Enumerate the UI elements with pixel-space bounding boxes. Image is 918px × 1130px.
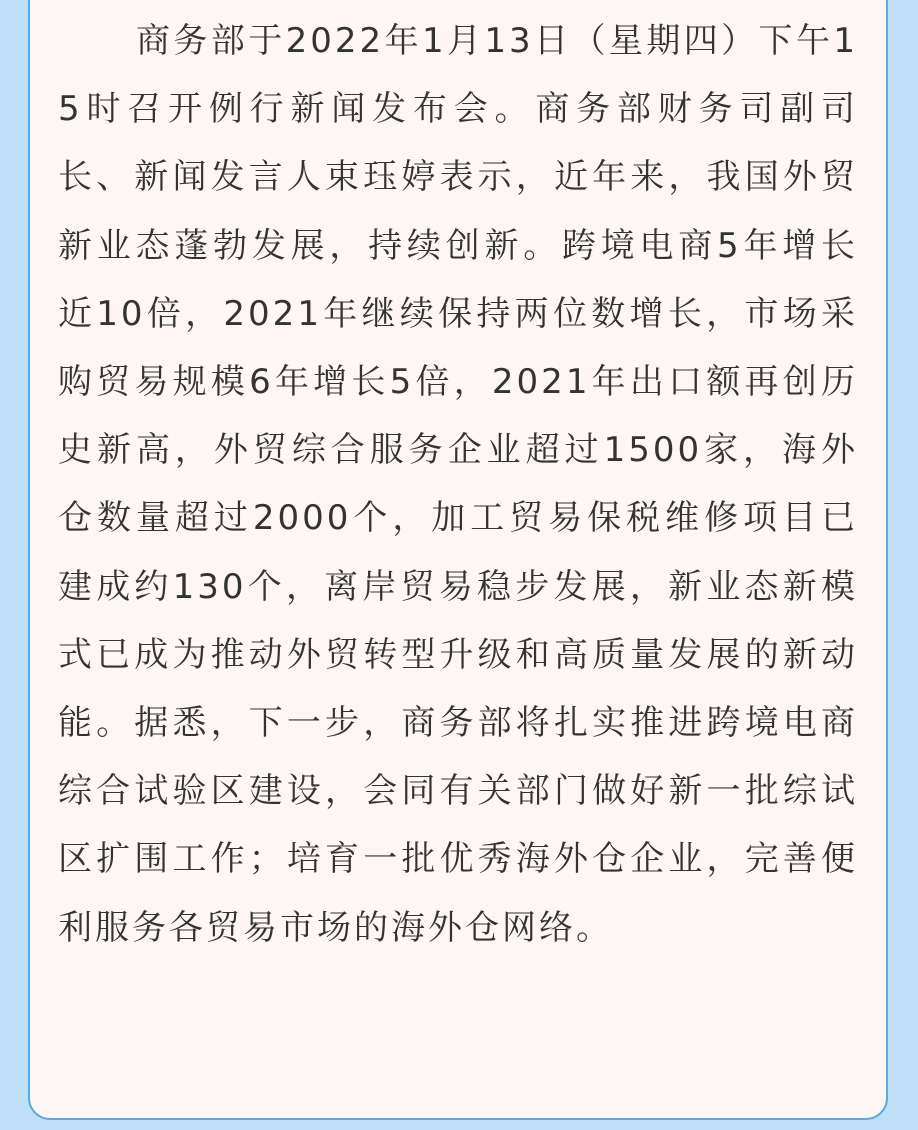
left-border-strip — [0, 0, 30, 1130]
right-border-strip — [888, 0, 918, 1130]
article-paragraph: 商务部于2022年1月13日（星期四）下午15时召开例行新闻发布会。商务部财务司副司长、新闻发言人束珏婷表示，近年来，我国外贸新业态蓬勃发展，持续创新。跨境电商5年增长近10倍，2021年继续保持两位数增长，市场采购贸易规模6年增长5倍，2021年出口额再创历史新高，外贸综合服务企业超过1500家，海外仓数量超过2000个，加工贸易保税维修项目已建成约130个，离岸贸易稳步发展，新业态新模式已成为推动外贸转型升级和高质量发展的新动能。据悉，下一步，商务部将扎实推进跨境电商综合试验区建设，会同有关部门做好新一批综试区扩围工作；培育一批优秀海外仓企业，完善便利服务各贸易市场的海外仓网络。 — [58, 21, 858, 948]
